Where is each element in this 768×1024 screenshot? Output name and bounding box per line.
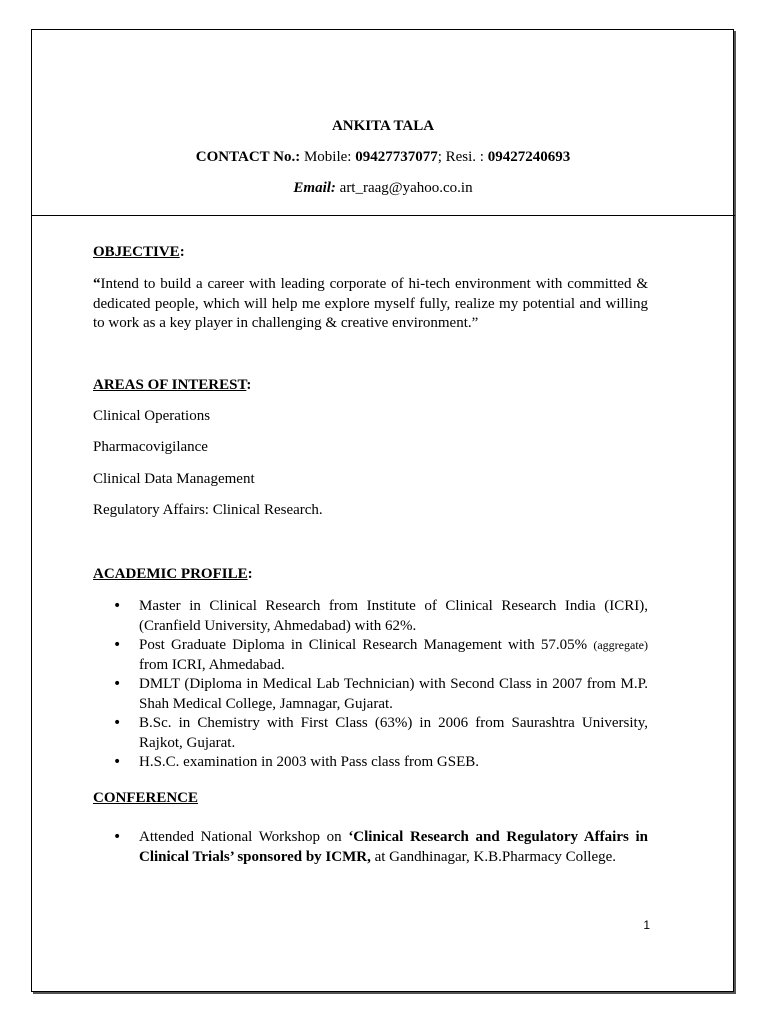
objective-body: Intend to build a career with leading corporate of hi-tech environment with committed & dedicated people, which will help me explore myself fully, realize my potential and willing to work as a key player in challenging & creative environment.” — [93, 276, 648, 331]
interest-item: Regulatory Affairs: Clinical Research. — [93, 502, 323, 518]
objective-open-quote: “ — [93, 276, 101, 292]
contact-line — [31, 149, 735, 166]
academic-list — [93, 597, 648, 773]
academic-item2-main: Post Graduate Diploma in Clinical Research Management with 57.05% — [139, 637, 594, 653]
conference-heading-text: CONFERENCE — [93, 790, 199, 806]
interests-heading-colon: : — [246, 377, 252, 393]
interests-heading-text: AREAS OF INTEREST — [93, 377, 247, 393]
academic-heading — [93, 565, 648, 585]
academic-item: • B.Sc. in Chemistry with First Class (63%) in 2006 from Saurashtra University, Rajkot, Gujarat. — [93, 714, 648, 753]
interest-item: Pharmacovigilance — [93, 439, 208, 455]
academic-item2-tail: from ICRI, Ahmedabad. — [139, 656, 285, 673]
academic-item: • Master in Clinical Research from Institute of Clinical Research India (ICRI), (Cranfield University, Ahmedabad) with 62%. — [93, 597, 648, 636]
academic-item — [93, 636, 648, 675]
header-divider — [31, 215, 735, 216]
mobile-number: 09427737077 — [355, 149, 438, 165]
email-label: Email: — [293, 180, 336, 196]
conference-item-suffix: at Gandhinagar, K.B.Pharmacy College. — [370, 848, 617, 865]
objective-text — [93, 275, 648, 334]
interest-item: Clinical Operations — [93, 408, 211, 424]
email-address: art_raag@yahoo.co.in — [335, 180, 473, 196]
email-line — [31, 180, 735, 197]
resi-number: 09427240693 — [487, 149, 571, 165]
conference-item-prefix: Attended National Workshop on — [139, 829, 349, 845]
objective-heading-colon: : — [179, 244, 185, 260]
conference-item-title: ‘Clinical Research and Regulatory Affairs in Clinical Trials’ sponsored by ICMR, — [139, 829, 649, 865]
academic-item: • DMLT (Diploma in Medical Lab Technician) with Second Class in 2007 from M.P. Shah Medical College, Jamnagar, Gujarat. — [93, 675, 648, 714]
resi-label: ; Resi. : — [437, 149, 488, 165]
candidate-name: ANKITA TALA — [331, 118, 435, 134]
mobile-label: Mobile: — [300, 149, 356, 165]
contact-label: CONTACT No.: — [195, 149, 301, 165]
objective-heading — [93, 243, 648, 263]
conference-item — [93, 828, 648, 867]
academic-item: • H.S.C. examination in 2003 with Pass class from GSEB. — [93, 753, 648, 773]
conference-list — [93, 828, 648, 867]
academic-heading-colon: : — [247, 566, 253, 582]
page-number: 1 — [643, 918, 650, 932]
interest-item: Clinical Data Management — [93, 471, 255, 487]
conference-heading — [93, 789, 648, 809]
interests-heading — [93, 376, 648, 396]
objective-heading-text: OBJECTIVE — [93, 244, 180, 260]
academic-item2-small: (aggregate) — [593, 638, 648, 652]
academic-heading-text: ACADEMIC PROFILE — [93, 566, 248, 582]
